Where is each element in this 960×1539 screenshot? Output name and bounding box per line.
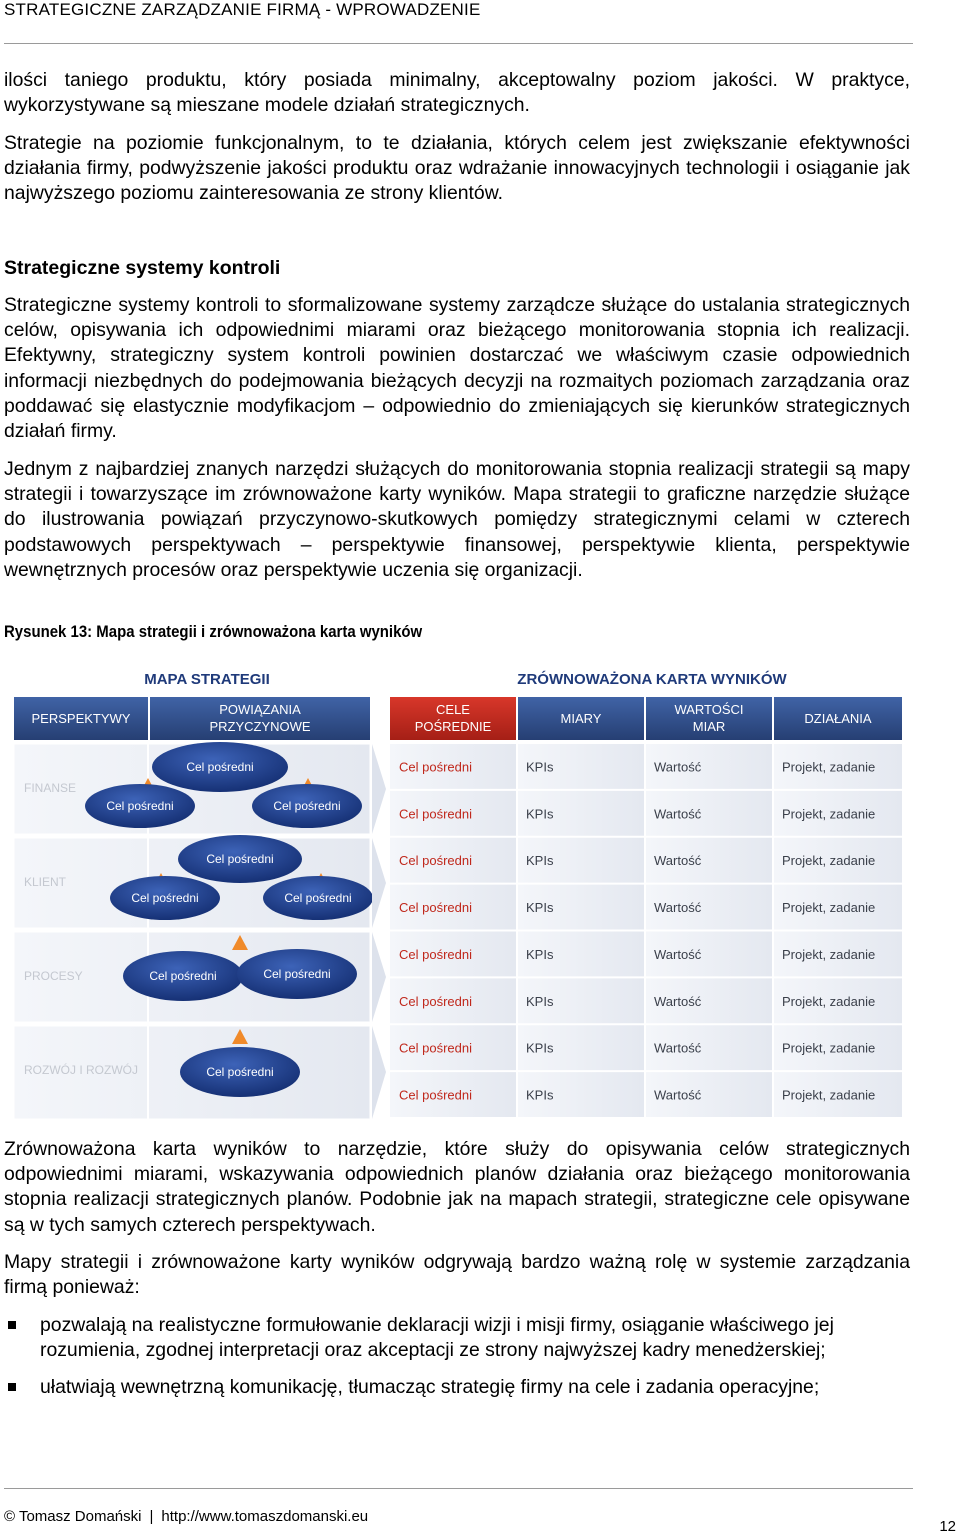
bullet-list [4, 1313, 910, 1413]
paragraph-4: Jednym z najbardziej znanych narzędzi służących do monitorowania stopnia realizacji strategii są mapy strategii i towarzyszące im zrównoważone karty wyników. Mapa strategii to graficzne narzędzie służące do ilustrowania powiązań przyczynowo-skutkowych pomiędzy strategicznymi celami w czterech podstawowych perspektywach – perspektywie finansowej, perspektywie klienta, perspektywie wewnętrznych procesów oraz perspektywie uczenia się organizacji. [4, 458, 910, 581]
bsc-cell-text: Cel pośredni [399, 806, 472, 822]
bsc-cell-text: Projekt, zadanie [782, 993, 876, 1009]
bsc-cell-text: Cel pośredni [399, 946, 472, 962]
goal-label: Cel pośredni [273, 799, 341, 813]
bsc-cell-text: KPIs [526, 1040, 554, 1056]
bsc-header-values-label: WARTOŚCI MIAR [674, 702, 744, 734]
bsc-cell-text: KPIs [526, 946, 554, 962]
bullet-square-icon [8, 1321, 16, 1329]
paragraph-6: Mapy strategii i zrównoważone karty wyników odgrywają bardzo ważną rolę w systemie zarządzania firmą ponieważ: [4, 1251, 910, 1299]
bsc-title: ZRÓWNOWAŻONA KARTA WYNIKÓW [517, 671, 787, 688]
goal-label: Cel pośredni [206, 852, 274, 866]
bsc-header-goals-label: CELE POŚREDNIE [414, 702, 492, 734]
bsc-cell-text: KPIs [526, 853, 554, 869]
page-header-title: STRATEGICZNE ZARZĄDZANIE FIRMĄ - WPROWADZENIE [4, 0, 481, 19]
bsc-header-actions-label: DZIAŁANIA [804, 711, 872, 726]
connector-chevrons [372, 744, 386, 1119]
bsc-cell-text: Projekt, zadanie [782, 900, 876, 916]
bullet-square-icon [8, 1383, 16, 1391]
map-title: MAPA STRATEGII [144, 671, 270, 688]
footer-divider [4, 1488, 913, 1489]
map-header-perspectives-label: PERSPEKTYWY [31, 711, 131, 726]
footer-separator: | [149, 1508, 154, 1525]
bsc-cell-text: Wartość [654, 993, 702, 1009]
perspective-client: KLIENT [24, 875, 67, 889]
footer [4, 1508, 368, 1525]
goal-label: Cel pośredni [131, 891, 199, 905]
bsc-cell-text: Projekt, zadanie [782, 1087, 876, 1103]
figure-caption: Rysunek 13: Mapa strategii i zrównoważona karta wyników [4, 622, 423, 641]
page-number: 12 [939, 1518, 956, 1535]
bsc-cell-text: Projekt, zadanie [782, 806, 876, 822]
map-header-links-line1: POWIĄZANIA [219, 702, 301, 717]
goal-label: Cel pośredni [206, 1065, 274, 1079]
bsc-header-measures-label: MIARY [560, 711, 602, 726]
bsc-cell-text: Cel pośredni [399, 759, 472, 775]
bsc-cell-text: Wartość [654, 853, 702, 869]
bsc-cell-text: Cel pośredni [399, 1040, 472, 1056]
goal-label: Cel pośredni [186, 760, 254, 774]
bullet-item [4, 1375, 910, 1400]
bsc-cell-text: Cel pośredni [399, 993, 472, 1009]
bsc-cell-text: KPIs [526, 900, 554, 916]
paragraph-2: Strategie na poziomie funkcjonalnym, to te działania, których celem jest zwiększanie efektywności działania firmy, podwyższenie jakości produktu oraz wdrażanie innowacyjnych technologii i osiąganie jak najwyższego poziomu zainteresowania ze strony klientów. [4, 132, 910, 205]
bsc-cell-text: Cel pośredni [399, 853, 472, 869]
bullet-item [4, 1313, 910, 1363]
bsc-cell-text: Projekt, zadanie [782, 759, 876, 775]
map-header-links-line2: PRZYCZYNOWE [209, 719, 311, 734]
bsc-cell-text: Wartość [654, 1040, 702, 1056]
bullet-text: ułatwiają wewnętrzną komunikację, tłumacząc strategię firmy na cele i zadania operacyjne; [40, 1376, 820, 1399]
goal-label: Cel pośredni [149, 969, 217, 983]
goal-label: Cel pośredni [284, 891, 352, 905]
goal-label: Cel pośredni [106, 799, 174, 813]
perspective-processes: PROCESY [24, 969, 83, 983]
bsc-cell-text: Cel pośredni [399, 1087, 472, 1103]
goal-label: Cel pośredni [263, 967, 331, 981]
bsc-cell-text: Wartość [654, 1087, 702, 1103]
perspective-learning: ROZWÓJ I ROZWÓJ [24, 1063, 138, 1077]
header-divider [4, 43, 913, 44]
footer-copyright: © Tomasz Domański [4, 1508, 142, 1525]
section-heading: Strategiczne systemy kontroli [4, 257, 281, 279]
footer-url[interactable]: http://www.tomaszdomanski.eu [161, 1508, 369, 1525]
paragraph-3: Strategiczne systemy kontroli to sformalizowane systemy zarządcze służące do ustalania strategicznych celów, opisywania ich odpowiednimi miarami oraz bieżącego monitorowania stopnia ich realizacji. Efektywny, strategiczny system kontroli powinien dostarczać we właściwym czasie odpowiednich informacji niezbędnych do podejmowania bieżących decyzji na rozmaitych poziomach zarządzania oraz poddawać się elastycznie modyfikacjom – odpowiednio do zmieniających się kierunków strategicznych działań firmy. [4, 294, 910, 443]
paragraph-1: ilości taniego produktu, który posiada minimalny, akceptowalny poziom jakości. W praktyce, wykorzystywane są mieszane modele działań strategicznych. [4, 69, 910, 117]
bullet-text: pozwalają na realistyczne formułowanie deklaracji wizji i misji firmy, osiąganie właściwego jej rozumienia, zgodnej interpretacji oraz akceptacji ze strony najwyższej kadry menedżerskiej; [40, 1314, 834, 1362]
strategy-map-figure [10, 660, 905, 1125]
bsc-cell-text: Wartość [654, 946, 702, 962]
bsc-cell-text: Projekt, zadanie [782, 1040, 876, 1056]
bsc-cell-text: KPIs [526, 993, 554, 1009]
bsc-cell-text: Wartość [654, 900, 702, 916]
bsc-cell-text: Wartość [654, 806, 702, 822]
paragraph-5: Zrównoważona karta wyników to narzędzie, które służy do opisywania celów strategicznych odpowiednimi miarami, wskazywania odpowiednich planów działania oraz bieżącego monitorowania stopnia realizacji strategicznych planów. Podobnie jak na mapach strategii, strategiczne cele opisywane są w tych samych czterech perspektywach. [4, 1138, 910, 1236]
bsc-cell-text: Cel pośredni [399, 900, 472, 916]
bsc-cell-text: KPIs [526, 1087, 554, 1103]
bsc-cell-text: Projekt, zadanie [782, 853, 876, 869]
bsc-rows [390, 744, 902, 1117]
perspective-finance: FINANSE [24, 781, 77, 795]
bsc-cell-text: KPIs [526, 759, 554, 775]
bsc-cell-text: Wartość [654, 759, 702, 775]
bsc-cell-text: KPIs [526, 806, 554, 822]
bsc-cell-text: Projekt, zadanie [782, 946, 876, 962]
